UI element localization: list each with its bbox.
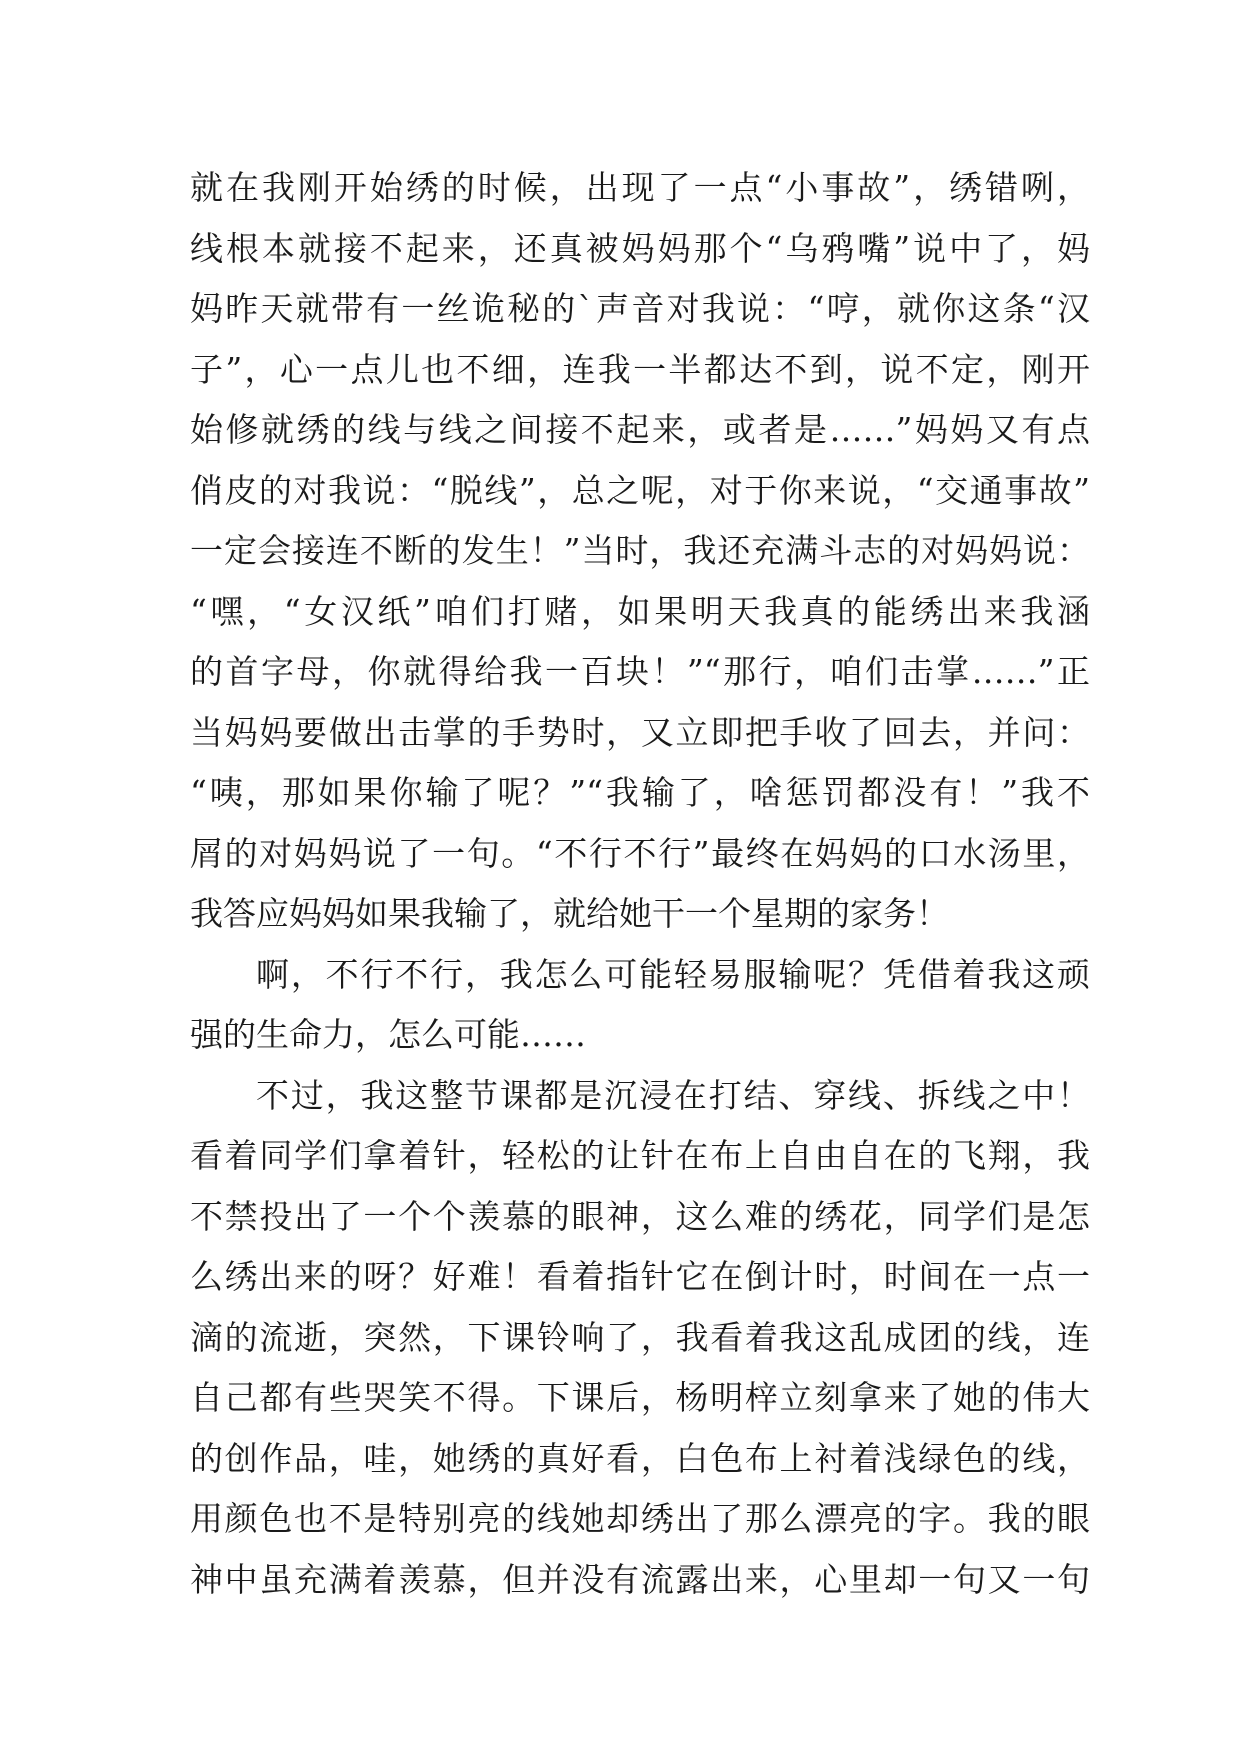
text-line: 不过，我这整节课都是沉浸在打结、穿线、拆线之中！ (256, 1075, 1090, 1115)
text-line: 自己都有些哭笑不得。下课后，杨明梓立刻拿来了她的伟大 (190, 1378, 1090, 1417)
text-line: 妈昨天就带有一丝诡秘的`声音对我说：“哼，就你这条“汉 (190, 289, 1090, 328)
text-line: 不禁投出了一个个羡慕的眼神，这么难的绣花，同学们是怎 (190, 1196, 1090, 1236)
text-line: 么绣出来的呀？好难！看着指针它在倒计时，时间在一点一 (190, 1257, 1090, 1296)
text-line: 一定会接连不断的发生！”当时，我还充满斗志的对妈妈说： (190, 531, 1090, 570)
text-line: 就在我刚开始绣的时候，出现了一点“小事故”，绣错咧， (190, 168, 1090, 207)
text-line: 屑的对妈妈说了一句。“不行不行”最终在妈妈的口水汤里， (190, 833, 1090, 873)
text-line: 神中虽充满着羡慕，但并没有流露出来，心里却一句又一句 (190, 1559, 1090, 1599)
text-line: 子”，心一点儿也不细，连我一半都达不到，说不定，刚开 (190, 349, 1090, 389)
text-line: “嘿，“女汉纸”咱们打赌，如果明天我真的能绣出来我涵 (190, 591, 1090, 631)
text-line: 的首字母，你就得给我一百块！”“那行，咱们击掌……”正 (190, 652, 1090, 691)
text-line: 啊，不行不行，我怎么可能轻易服输呢？凭借着我这顽 (256, 954, 1090, 994)
text-line: 的创作品，哇，她绣的真好看，白色布上衬着浅绿色的线， (190, 1438, 1090, 1478)
text-line: 当妈妈要做出击掌的手势时，又立即把手收了回去，并问： (190, 712, 1090, 752)
text-line: 始修就绣的线与线之间接不起来，或者是……”妈妈又有点 (190, 410, 1090, 449)
text-line: “咦，那如果你输了呢？”“我输了，啥惩罚都没有！”我不 (190, 773, 1090, 812)
text-line: 我答应妈妈如果我输了，就给她干一个星期的家务！ (190, 894, 949, 933)
text-line: 滴的流逝，突然，下课铃响了，我看着我这乱成团的线，连 (190, 1317, 1090, 1357)
body-text (190, 158, 1090, 1610)
text-line: 强的生命力，怎么可能…… (190, 1015, 586, 1054)
text-line: 俏皮的对我说：“脱线”，总之呢，对于你来说，“交通事故” (190, 470, 1090, 510)
text-line: 看着同学们拿着针，轻松的让针在布上自由自在的飞翔，我 (190, 1136, 1090, 1175)
text-line: 用颜色也不是特别亮的线她却绣出了那么漂亮的字。我的眼 (190, 1499, 1090, 1538)
text-line: 线根本就接不起来，还真被妈妈那个“乌鸦嘴”说中了，妈 (190, 228, 1090, 268)
